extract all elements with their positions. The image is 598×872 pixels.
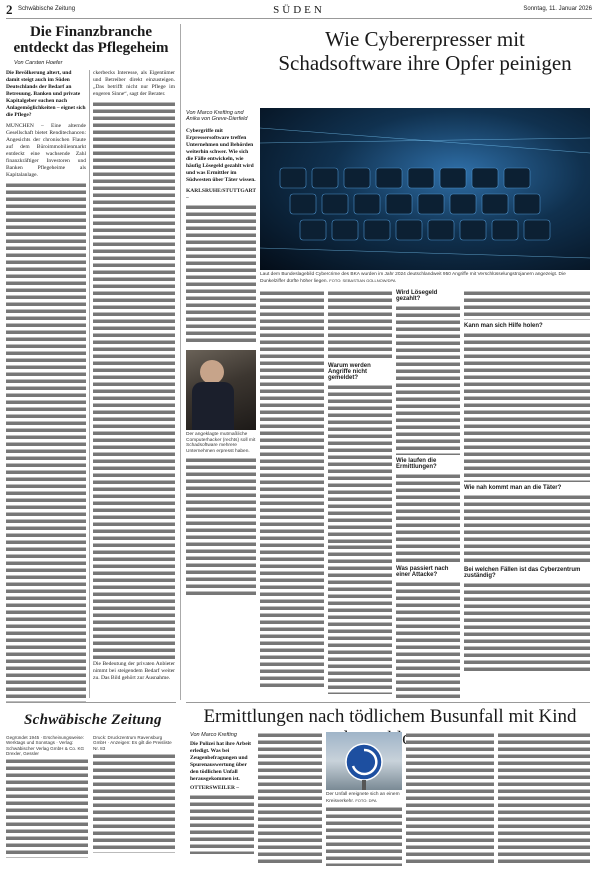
- main-col2-text: [260, 290, 324, 690]
- left-article-col2-bottom: Die Bedeutung der privaten Anbieter nimmt bei steigendem Bedarf weiter zu. Das Bild gehört zur Ausnahme.: [93, 661, 175, 681]
- main-col5-text3: [464, 494, 590, 564]
- main-col4-text3: [396, 581, 460, 701]
- keyboard-illustration: [260, 108, 590, 270]
- bottom-col1-text: [190, 794, 254, 854]
- bottom-col3-text: [326, 806, 402, 866]
- key: [428, 220, 454, 240]
- key: [322, 194, 348, 214]
- main-article-lead: Cybergriffe mit Erpressersoftware treffen Unternehmen und Behörden weiterhin schwer. Wie sich die Fälle entwickeln, wie häufig Lösegeld gezahlt wird und was Ermittler im Südwesten über Täter wissen.: [186, 128, 256, 183]
- left-article-col2-text: [93, 101, 175, 661]
- bottom-article-col5: [498, 732, 590, 868]
- bottom-article-col1: [190, 732, 254, 868]
- left-article-body-text: [6, 182, 86, 702]
- photo-credit: FOTO: SEBASTIAN GOLLNOW/DPA: [329, 277, 396, 283]
- key: [332, 220, 358, 240]
- left-article-author: Von Carsten Hoefer: [14, 60, 63, 66]
- key: [524, 220, 550, 240]
- main-article-dateline: KARLSRUHE/STUTTGART –: [186, 188, 256, 201]
- left-article-body: MÜNCHEN – Eine alternde Gesellschaft bietet Renditechancen: Angesichts der chronischen Flaute auf dem Büroimmobilienmarkt entdeckt eine wachsende Zahl finanzkräftiger Investoren und Banken Pflegeheime als Kapitalanlage.: [6, 123, 86, 178]
- subhead-warum: Warum werden Angriffe nicht gemeldet?: [328, 363, 371, 381]
- roundabout-sign: [326, 732, 402, 790]
- key: [514, 194, 540, 214]
- page-number: 2: [6, 2, 13, 17]
- bottom-article-col4: [406, 732, 494, 868]
- imprint-left-list: [6, 758, 88, 858]
- key: [460, 220, 486, 240]
- keyboard-keys: [280, 168, 550, 240]
- bottom-photo-credit: FOTO: DPA: [355, 797, 377, 803]
- main-headline-line1: Wie Cybererpresser mit: [325, 27, 525, 51]
- bottom-photo-caption-text: Der Unfall ereignete sich an einem Kreisverkehr.: [326, 792, 400, 804]
- main-article-author: [186, 110, 256, 122]
- main-col3-text: [328, 290, 392, 360]
- key: [386, 194, 412, 214]
- bottom-article-lead: Die Polizei hat ihre Arbeit erledigt. Was bei Zeugenbefragungen und Spurenauswertung über den tödlichen Unfall herausgekommen ist.: [190, 741, 251, 782]
- bottom-article-author: Von Marco Krefting: [190, 732, 237, 738]
- main-article-col1-text-lower: [186, 457, 256, 597]
- author-line1: Von Marco Krefting und: [186, 110, 244, 116]
- running-head: [6, 4, 592, 19]
- main-col4-text2: [396, 473, 460, 563]
- imprint-left: [6, 735, 88, 858]
- photo-caption: [260, 272, 590, 284]
- main-col5-text2: [464, 332, 590, 482]
- subhead-hilfe: Kann man sich Hilfe holen?: [464, 323, 543, 329]
- bottom-photo-caption: [326, 792, 402, 804]
- left-article-headline: Die Finanzbranche entdeckt das Pflegeheim: [13, 24, 169, 56]
- photo2-caption: Der angeklagte mutmaßliche Computerhacker (rechts) soll mit Schadsoftware mehrere Unternehmen erpresst haben.: [186, 432, 256, 454]
- key: [290, 194, 316, 214]
- section-divider: [186, 702, 590, 703]
- issue-date: Sonntag, 11. Januar 2026: [523, 6, 592, 12]
- main-col5-text: [464, 290, 590, 320]
- courtroom-photo: [186, 350, 256, 430]
- imprint-left-text: Gegründet 1945 · Erscheinungsweise: Werktags und Sonntags · Verlag: Schwäbischer Verlag GmbH & Co. KG Drexler, Gessler: [6, 735, 85, 756]
- column-divider: [89, 70, 90, 698]
- bottom-col4-text: [406, 732, 494, 866]
- streak: [260, 248, 590, 258]
- key: [418, 194, 444, 214]
- bottom-article-col2: [258, 732, 322, 868]
- key: [396, 220, 422, 240]
- key: [408, 168, 434, 188]
- main-article-headline: [260, 27, 590, 75]
- key: [450, 194, 476, 214]
- key: [492, 220, 518, 240]
- key: [376, 168, 402, 188]
- subhead-loesegeld: Wird Lösegeld gezahlt?: [396, 290, 438, 302]
- bottom-col5-text: [498, 732, 590, 866]
- article-divider: [180, 24, 181, 700]
- key: [440, 168, 466, 188]
- imprint-right: [93, 735, 175, 853]
- subhead-taeter: Wie nah kommt man an die Täter?: [464, 485, 562, 491]
- imprint-right-list: [93, 753, 175, 853]
- left-article-lead: Die Bevölkerung altert, und damit steigt auch im Süden Deutschlands der Bedarf an Betreuung. Banken und private Kapitalgeber suchen nach Anlagemöglichkeiten – eignet sich die Pflege?: [6, 70, 86, 118]
- subhead-cyberzentrum: Bei welchen Fällen ist das Cyberzentrum zuständig?: [464, 567, 581, 579]
- left-article-col2: [93, 70, 175, 698]
- bottom-col2-text: [258, 732, 322, 866]
- publication-name: Schwäbische Zeitung: [18, 6, 76, 12]
- imprint-right-text: Druck: Druckzentrum Ravensburg GmbH · Anzeigen: Es gilt die Preisliste Nr. 83: [93, 735, 172, 751]
- person-body: [192, 382, 234, 430]
- main-col4-text: [396, 305, 460, 455]
- key: [354, 194, 380, 214]
- sign-post: [362, 780, 366, 790]
- left-article-col2-start: ckerbecks Interesse, als Eigentümer und Betreiber direkt einzusteigen. „Das betrifft nicht nur Pflege im engeren Sinne“, sagt der Berater.: [93, 70, 175, 97]
- key: [482, 194, 508, 214]
- key: [300, 220, 326, 240]
- section-title: SÜDEN: [273, 4, 325, 16]
- roundabout-photo: [326, 732, 402, 790]
- key: [280, 168, 306, 188]
- masthead-title: Schwäbische Zeitung: [24, 712, 162, 728]
- cybercrime-photo: [260, 108, 590, 270]
- main-article-col1: [186, 110, 256, 702]
- key: [344, 168, 370, 188]
- left-article-col1: [6, 70, 86, 698]
- key: [472, 168, 498, 188]
- main-article-col1-text: [186, 204, 256, 344]
- main-headline-line2: Schadsoftware ihre Opfer peinigen: [278, 51, 572, 75]
- main-article-col2: [260, 290, 324, 700]
- key: [504, 168, 530, 188]
- main-article-col3: [328, 290, 392, 700]
- bottom-article-col3: [326, 806, 402, 868]
- person-figure: [200, 360, 224, 384]
- main-article-col4: [396, 290, 460, 700]
- main-col3-text2: [328, 384, 392, 544]
- key: [364, 220, 390, 240]
- main-col3-text3: [328, 544, 392, 694]
- main-col5-text4: [464, 582, 590, 672]
- author-line2: Anika von Greve-Dierfeld: [186, 116, 248, 122]
- streak: [260, 138, 590, 143]
- subhead-ermittlungen: Wie laufen die Ermittlungen?: [396, 458, 437, 470]
- subhead-attacke: Was passiert nach einer Attacke?: [396, 566, 449, 578]
- key: [312, 168, 338, 188]
- main-article-col5: [464, 290, 590, 700]
- photo-caption-text: Laut dem Bundeslagebild Cybercrime des BKA wurden im Jahr 2024 deutschlandweit 950 Angriffe mit Verschlüsselungstrojanern angezeigt. Die Dunkelziffer dürfte höher liegen.: [260, 272, 566, 284]
- bottom-article-headline: Ermittlungen nach tödlichem Busunfall mit Kind: [203, 706, 577, 727]
- bottom-article-dateline: OTTERSWEILER –: [190, 785, 240, 791]
- imprint-divider: [6, 702, 176, 703]
